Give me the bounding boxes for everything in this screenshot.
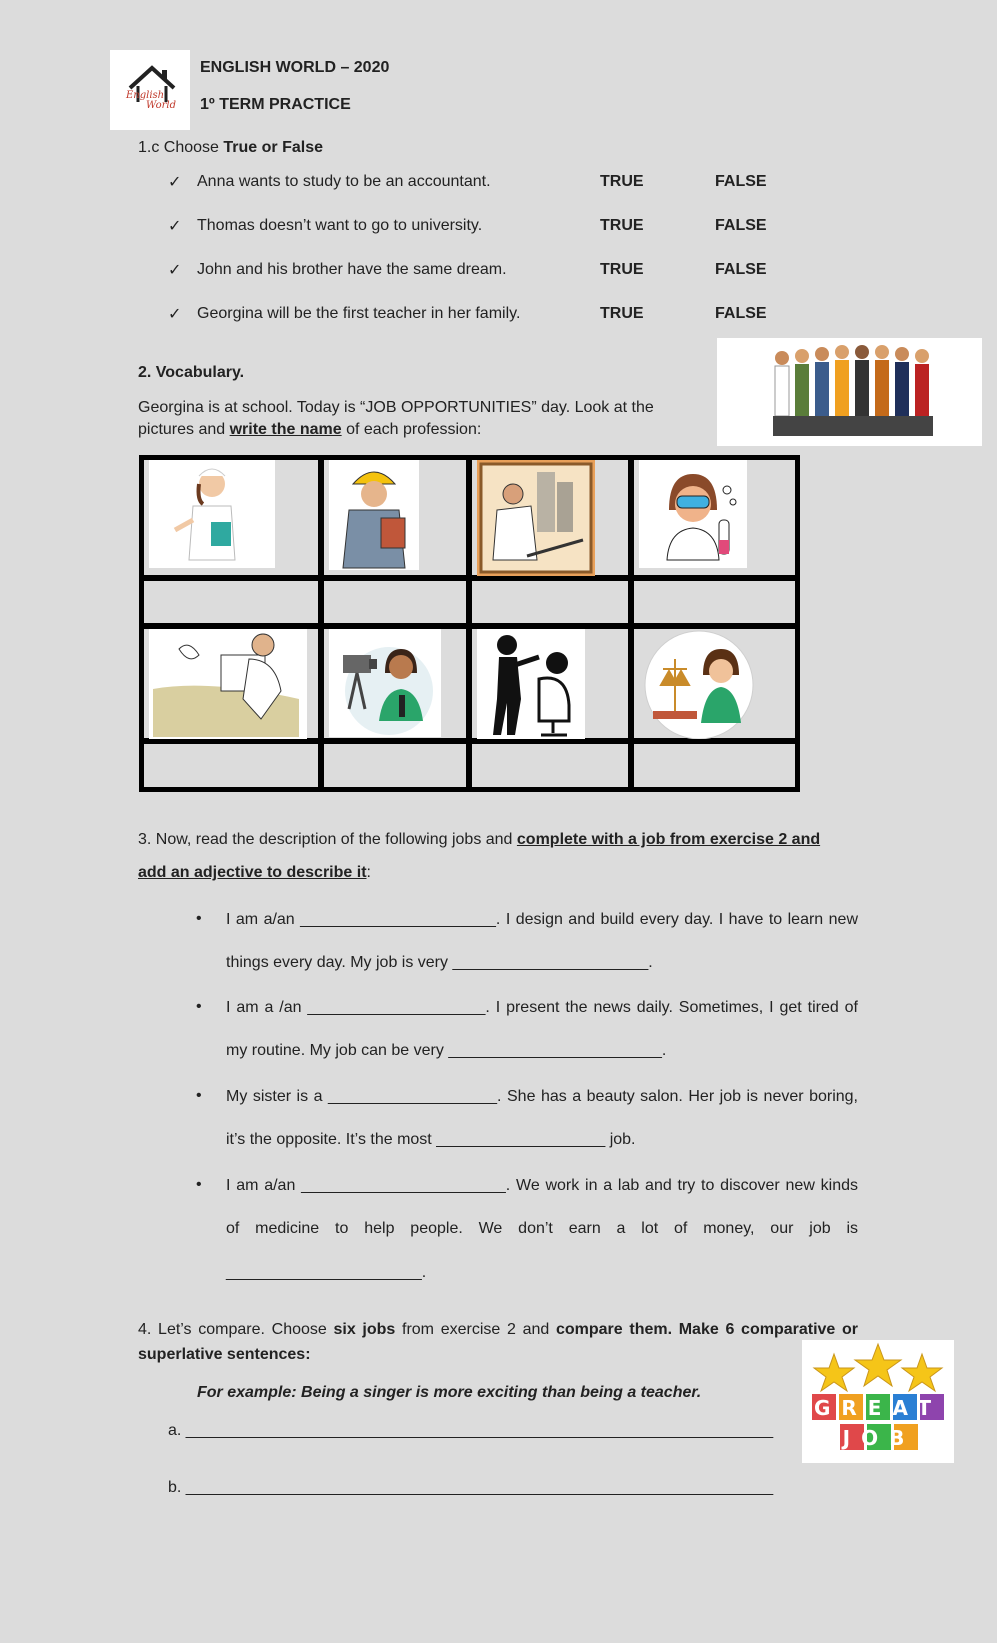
answer-cell-7[interactable]: [467, 739, 633, 792]
answer-cell-1[interactable]: [139, 576, 323, 628]
section2-instructions-line2: pictures and write the name of each profession:: [138, 421, 482, 438]
picture-cell-reporter: [319, 624, 471, 743]
scientist-icon: [639, 460, 747, 568]
section3-instructions-line1: 3. Now, read the description of the following jobs and complete with a job from exercise 2 and: [138, 831, 821, 848]
lawyer-icon: [639, 629, 759, 741]
section3-instructions-line2: add an adjective to describe it:: [138, 864, 371, 881]
journalist-picture: [149, 629, 307, 739]
picture-cell-journalist: [139, 624, 323, 743]
journalist-icon: [149, 629, 307, 739]
true-option[interactable]: TRUE: [600, 217, 644, 234]
bullet-icon: •: [196, 998, 202, 1015]
picture-cell-scientist: [629, 455, 800, 580]
svg-text:GREAT: GREAT: [813, 1396, 943, 1420]
true-option[interactable]: TRUE: [600, 305, 644, 322]
comparison-example: For example: Being a singer is more exciting than being a teacher.: [197, 1384, 702, 1401]
worksheet-subtitle: 1º TERM PRACTICE: [200, 96, 351, 113]
worksheet-title: ENGLISH WORLD – 2020: [200, 59, 390, 76]
section2-title: 2. Vocabulary.: [138, 364, 245, 381]
false-option[interactable]: FALSE: [715, 261, 767, 278]
picture-cell-hairdresser: [467, 624, 633, 743]
great-job-badge: [802, 1340, 954, 1463]
checkmark-icon: ✓: [168, 218, 182, 235]
false-option[interactable]: FALSE: [715, 305, 767, 322]
checkmark-icon: ✓: [168, 262, 182, 279]
scientist-picture: [639, 460, 747, 568]
picture-cell-nurse: [139, 455, 323, 580]
bullet-icon: •: [196, 910, 202, 927]
answer-cell-4[interactable]: [629, 576, 800, 628]
section2-instructions-line1: Georgina is at school. Today is “JOB OPPORTUNITIES” day. Look at the: [138, 399, 654, 416]
true-option[interactable]: TRUE: [600, 261, 644, 278]
answer-cell-2[interactable]: [319, 576, 471, 628]
builder-icon: [329, 460, 419, 570]
section4-instructions-line2: superlative sentences:: [138, 1346, 311, 1363]
hairdresser-icon: [477, 629, 585, 741]
nurse-picture: [149, 460, 275, 568]
picture-cell-builder: [319, 455, 471, 580]
people-group-icon: [717, 338, 982, 446]
nurse-icon: [149, 460, 275, 568]
bullet-icon: •: [196, 1087, 202, 1104]
house-logo-icon: [110, 50, 190, 130]
worksheet-page: English World ENGLISH WORLD – 2020 1º TERM PRACTICE 1.c Choose True or False ✓ Anna wants to study to be an accountant. TRUE FALSE ✓ Thomas doesn’t want to go to university. TRUE FALSE ✓ John and his brother have the same dream. TRUE FALSE ✓ Georgina will be the first teacher in her family. TRUE FALSE 2. Vocabulary. Georgina is at school. Today is “JOB OPPORTUNITIES” day. Look at the pictures and write the name of each profession: 3. Now, read the description of the following jobs and complete with a job from exercise 2 and add an adjective to describe it: • I am a/an ______________________. I design and build every day. I have to learn new things every day. My job is very ______________________. • I am a /an ____________________. I present the news daily. Sometimes, I get tired of my routine. My job can be very ________________________. • My sister is a ___________________. She has a beauty salon. Her job is never boring, it’s the opposite. It’s the most ___________________ job. • I am a/an _______________________. We work in a lab and try to discover new kinds of medicine to help people. We don’t earn a lot of money, our job is ______________________. 4. Let’s compare. Choose six jobs from exercise 2 and compare them. Make 6 comparative or superlative sentences: For example: Being a singer is more exciting than being a teacher. a. __________________________________________________________________ b. __________________________________________________________________ GREAT JOB: [0, 0, 997, 1643]
school-logo: [110, 50, 190, 130]
checkmark-icon: ✓: [168, 174, 182, 191]
picture-cell-lawyer: [629, 624, 800, 743]
bullet-icon: •: [196, 1176, 202, 1193]
checkmark-icon: ✓: [168, 306, 182, 323]
answer-cell-6[interactable]: [319, 739, 471, 792]
lawyer-picture: [639, 629, 759, 741]
hairdresser-picture: [477, 629, 585, 741]
vocabulary-grid: [139, 455, 800, 792]
answer-cell-8[interactable]: [629, 739, 800, 792]
answer-line-a[interactable]: a. __________________________________________________________________: [168, 1422, 774, 1439]
answer-line-b[interactable]: b. __________________________________________________________________: [168, 1479, 774, 1496]
svg-text:World: World: [146, 100, 176, 111]
svg-text:JOB: JOB: [842, 1426, 916, 1450]
professions-group-image: [717, 338, 982, 446]
architect-picture: [477, 460, 595, 576]
reporter-picture: [329, 629, 441, 737]
section1-title: 1.c Choose True or False: [138, 139, 323, 156]
architect-icon: [477, 460, 595, 576]
answer-cell-5[interactable]: [139, 739, 323, 792]
answer-cell-3[interactable]: [467, 576, 633, 628]
star-badge-icon: [802, 1340, 954, 1463]
picture-cell-architect: [467, 455, 633, 580]
false-option[interactable]: FALSE: [715, 173, 767, 190]
section4-instructions-line1: 4. Let’s compare. Choose six jobs from exercise 2 and compare them. Make 6 comparative or: [138, 1321, 858, 1338]
false-option[interactable]: FALSE: [715, 217, 767, 234]
true-option[interactable]: TRUE: [600, 173, 644, 190]
reporter-icon: [329, 629, 441, 737]
builder-picture: [329, 460, 419, 570]
svg-text:English: English: [126, 90, 165, 101]
